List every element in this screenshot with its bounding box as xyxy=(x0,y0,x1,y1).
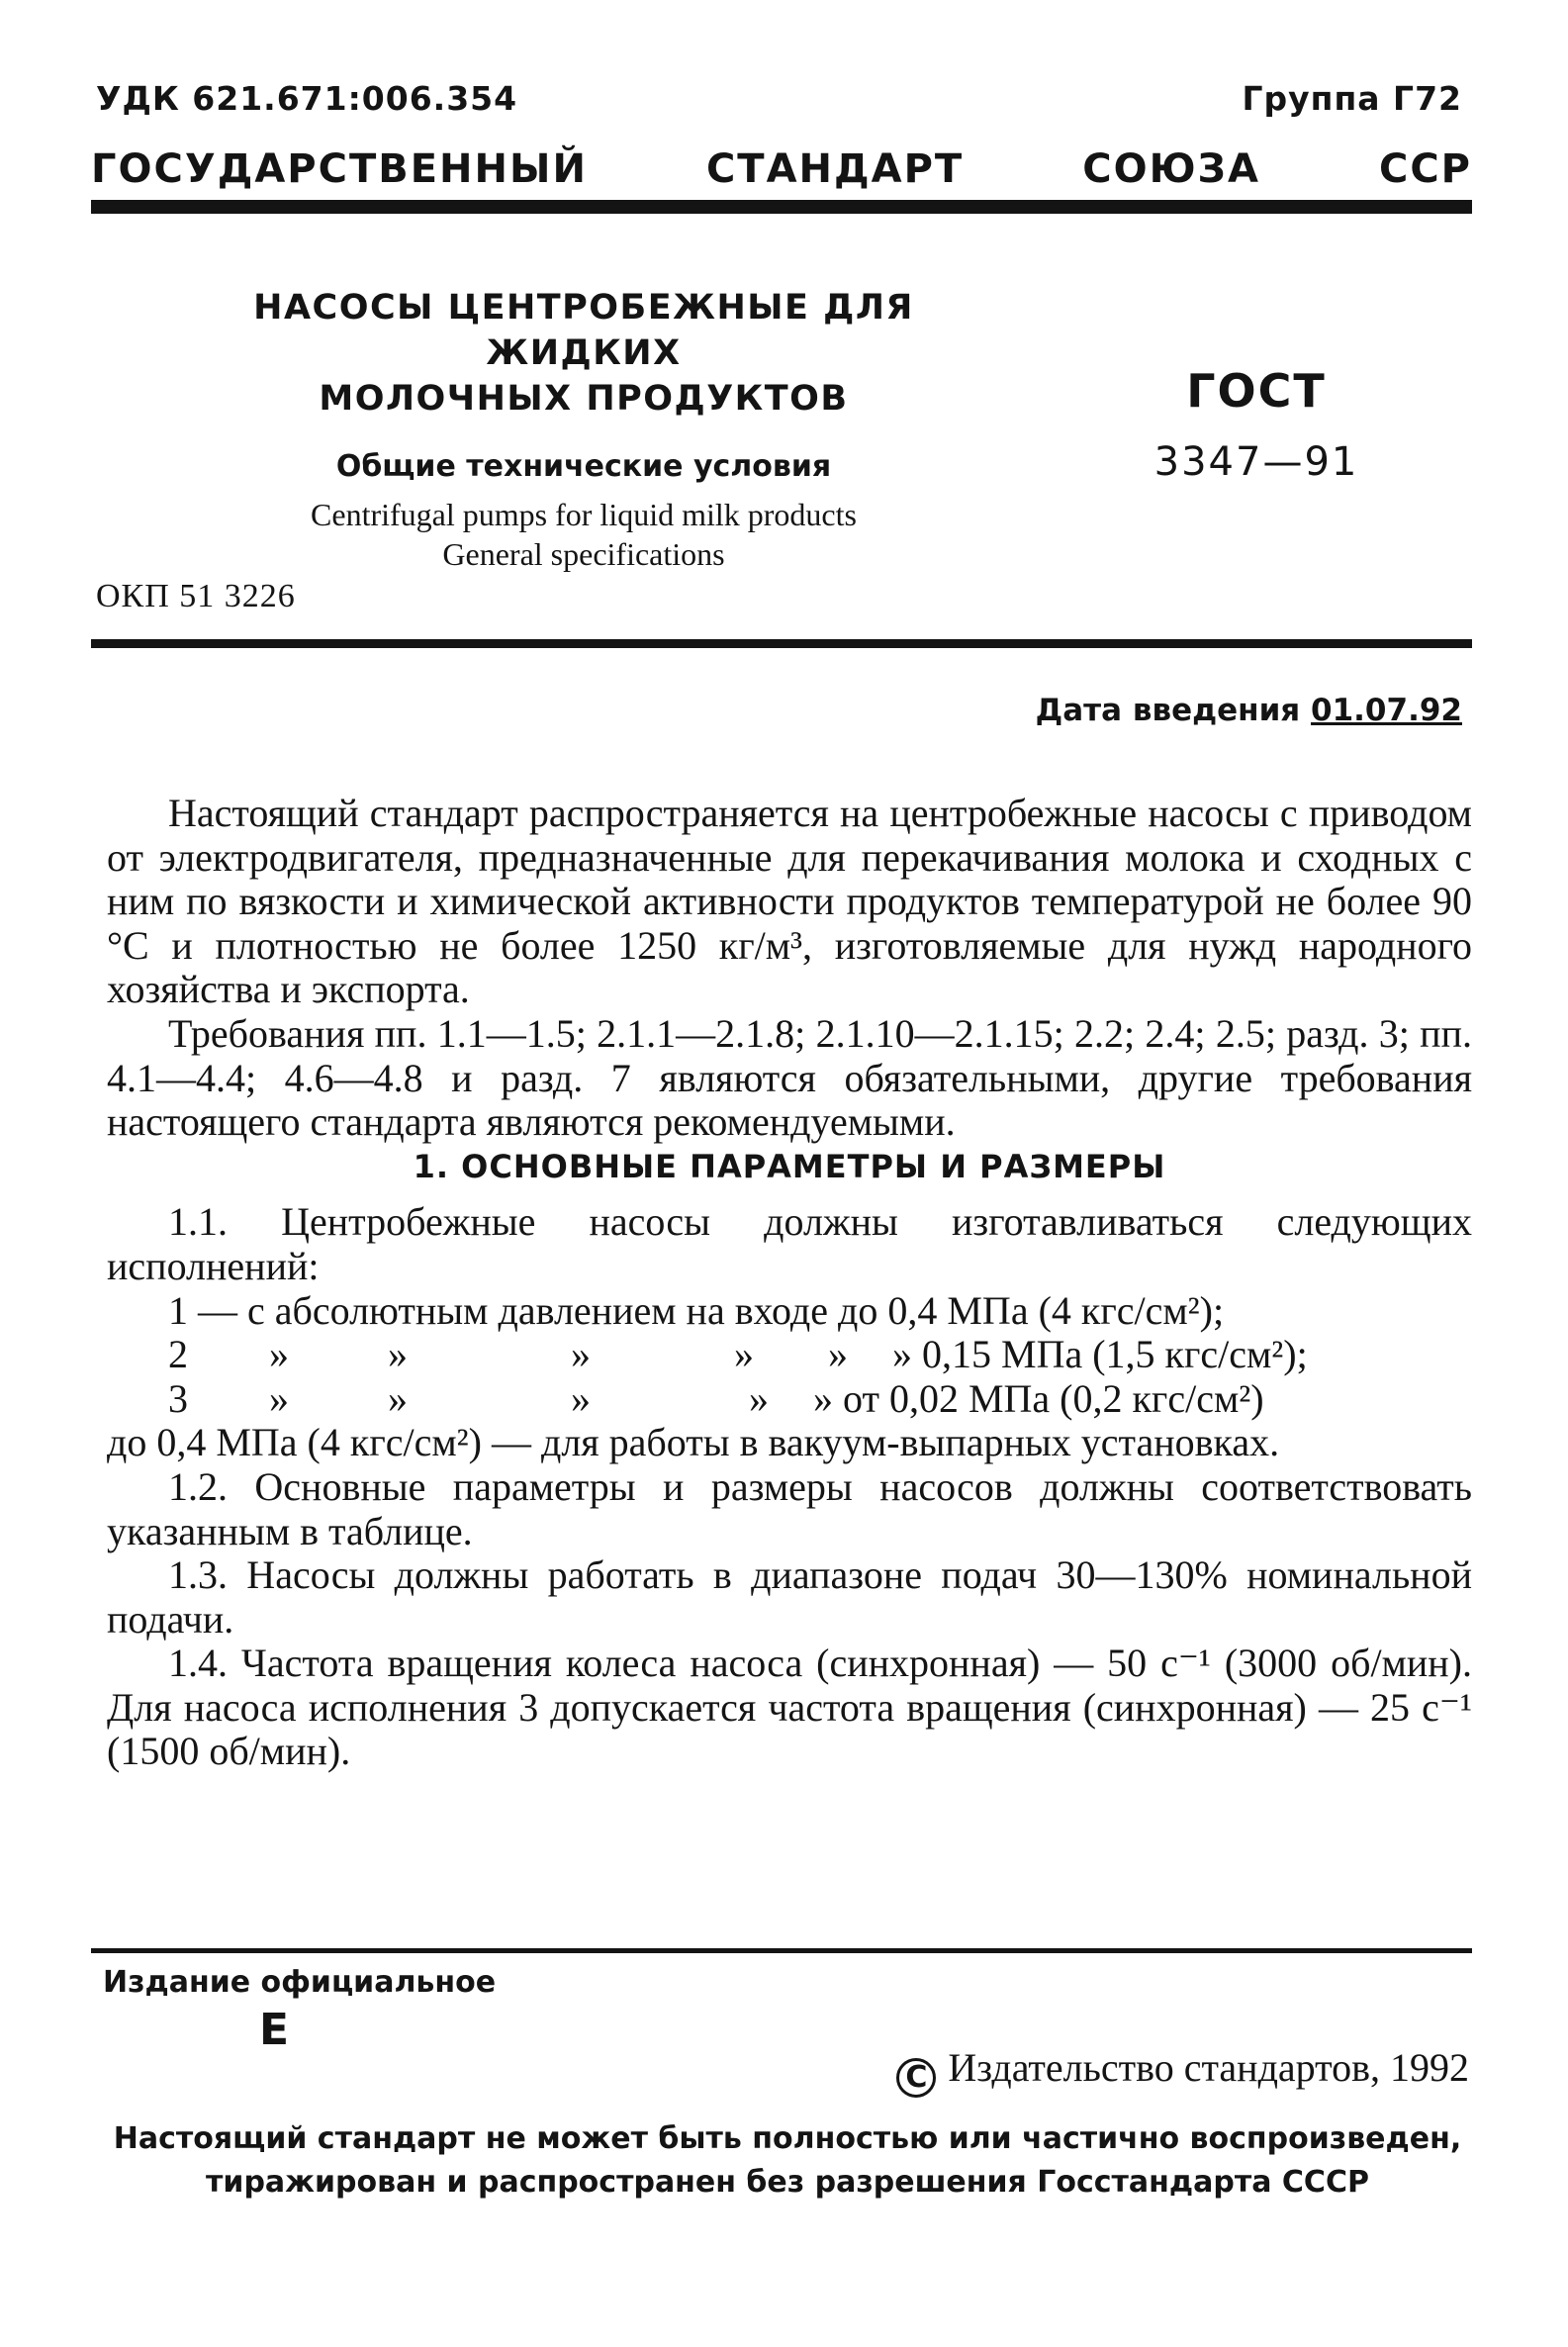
subtitle-en-1: Centrifugal pumps for liquid milk products xyxy=(311,497,857,532)
title-line-1: НАСОСЫ ЦЕНТРОБЕЖНЫЕ ДЛЯ ЖИДКИХ xyxy=(253,288,914,373)
variant-1 xyxy=(107,1289,1472,1334)
udk-code: УДК 621.671:006.354 xyxy=(96,79,518,118)
variant-3-number: 3 xyxy=(168,1375,188,1421)
reproduction-notice xyxy=(103,2117,1472,2205)
ditto-mark: » xyxy=(749,1375,769,1421)
gost-block xyxy=(1098,364,1415,485)
state-standard-heading: ГОСУДАРСТВЕННЫЙ СТАНДАРТ СОЮЗА ССР xyxy=(91,146,1472,192)
publisher-text: Издательство стандартов, 1992 xyxy=(948,2045,1469,2090)
copyright-icon: C xyxy=(896,2058,936,2098)
variant-3-text: » от 0,02 МПа (0,2 кгс/см²) xyxy=(813,1375,1264,1421)
ditto-mark: » xyxy=(828,1332,848,1377)
top-rule xyxy=(91,200,1472,214)
ditto-mark: » xyxy=(269,1375,289,1421)
paragraph-scope: Настоящий стандарт распространяется на центробежные насосы с приводом от электродвигателя, предназначенные для перекачивания молока и сходных с ним по вязкости и химической активности продуктов температурой не более 90 °С и плотностью не более 1250 кг/м³, изготовляемые для нужд народного хозяйства и экспорта. xyxy=(107,791,1472,1012)
section-heading-1: 1. ОСНОВНЫЕ ПАРАМЕТРЫ И РАЗМЕРЫ xyxy=(413,1147,1166,1185)
clause-1-1: 1.1. Центробежные насосы должны изготавливаться следующих исполнений: xyxy=(107,1199,1472,1288)
title-block xyxy=(158,285,1009,574)
intro-date-label: Дата введения xyxy=(1035,693,1301,728)
mark-e: Е xyxy=(259,2005,290,2055)
ditto-mark: » xyxy=(571,1332,591,1377)
variant-2 xyxy=(107,1333,1472,1377)
publisher-line xyxy=(896,2044,1469,2098)
group-code: Группа Г72 xyxy=(1242,79,1462,118)
clause-1-4: 1.4. Частота вращения колеса насоса (синхронная) — 50 с⁻¹ (3000 об/мин). Для насоса исполнения 3 допускается частота вращения (синхронная) — 25 с⁻¹ (1500 об/мин). xyxy=(107,1641,1472,1774)
notice-line-1: Настоящий стандарт не может быть полностью или частично воспроизведен, xyxy=(113,2121,1462,2156)
clause-1-2: 1.2. Основные параметры и размеры насосов должны соответствовать указанным в таблице. xyxy=(107,1463,1472,1553)
intro-date xyxy=(1036,693,1462,728)
body-text xyxy=(107,792,1472,1774)
gost-label: ГОСТ xyxy=(1186,364,1327,418)
official-edition: Издание официальное xyxy=(103,1965,497,2000)
title-line-2: МОЛОЧНЫХ ПРОДУКТОВ xyxy=(319,379,849,419)
middle-rule xyxy=(91,639,1472,648)
gost-number: 3347—91 xyxy=(1153,439,1359,485)
notice-line-2: тиражирован и распространен без разрешения Госстандарта СССР xyxy=(206,2165,1369,2200)
okp-code: ОКП 51 3226 xyxy=(96,578,296,614)
ditto-mark: » xyxy=(269,1332,289,1377)
clause-1-3: 1.3. Насосы должны работать в диапазоне подач 30—130% номинальной подачи. xyxy=(107,1552,1472,1642)
variant-3-continuation: до 0,4 МПа (4 кгс/см²) — для работы в вакуум-выпарных установках. xyxy=(107,1420,1280,1465)
subtitle-en-2: General specifications xyxy=(442,536,725,572)
variant-3 xyxy=(107,1377,1472,1422)
ditto-mark: » xyxy=(571,1375,591,1421)
variant-1-text: 1 — с абсолютным давлением на входе до 0,4 МПа (4 кгс/см²); xyxy=(168,1287,1225,1333)
variant-2-number: 2 xyxy=(168,1332,188,1377)
paragraph-requirements: Требования пп. 1.1—1.5; 2.1.1—2.1.8; 2.1.10—2.1.15; 2.2; 2.4; 2.5; разд. 3; пп. 4.1—4.4; 4.6—4.8 и разд. 7 являются обязательными, другие требования настоящего стандарта являются рекомендуемыми. xyxy=(107,1010,1472,1145)
ditto-mark: » xyxy=(388,1375,408,1421)
subtitle-ru: Общие технические условия xyxy=(335,449,832,484)
variant-2-text: » 0,15 МПа (1,5 кгс/см²); xyxy=(892,1332,1308,1377)
ditto-mark: » xyxy=(734,1332,754,1377)
ditto-mark: » xyxy=(388,1332,408,1377)
intro-date-value: 01.07.92 xyxy=(1311,693,1462,728)
bottom-rule xyxy=(91,1948,1472,1953)
